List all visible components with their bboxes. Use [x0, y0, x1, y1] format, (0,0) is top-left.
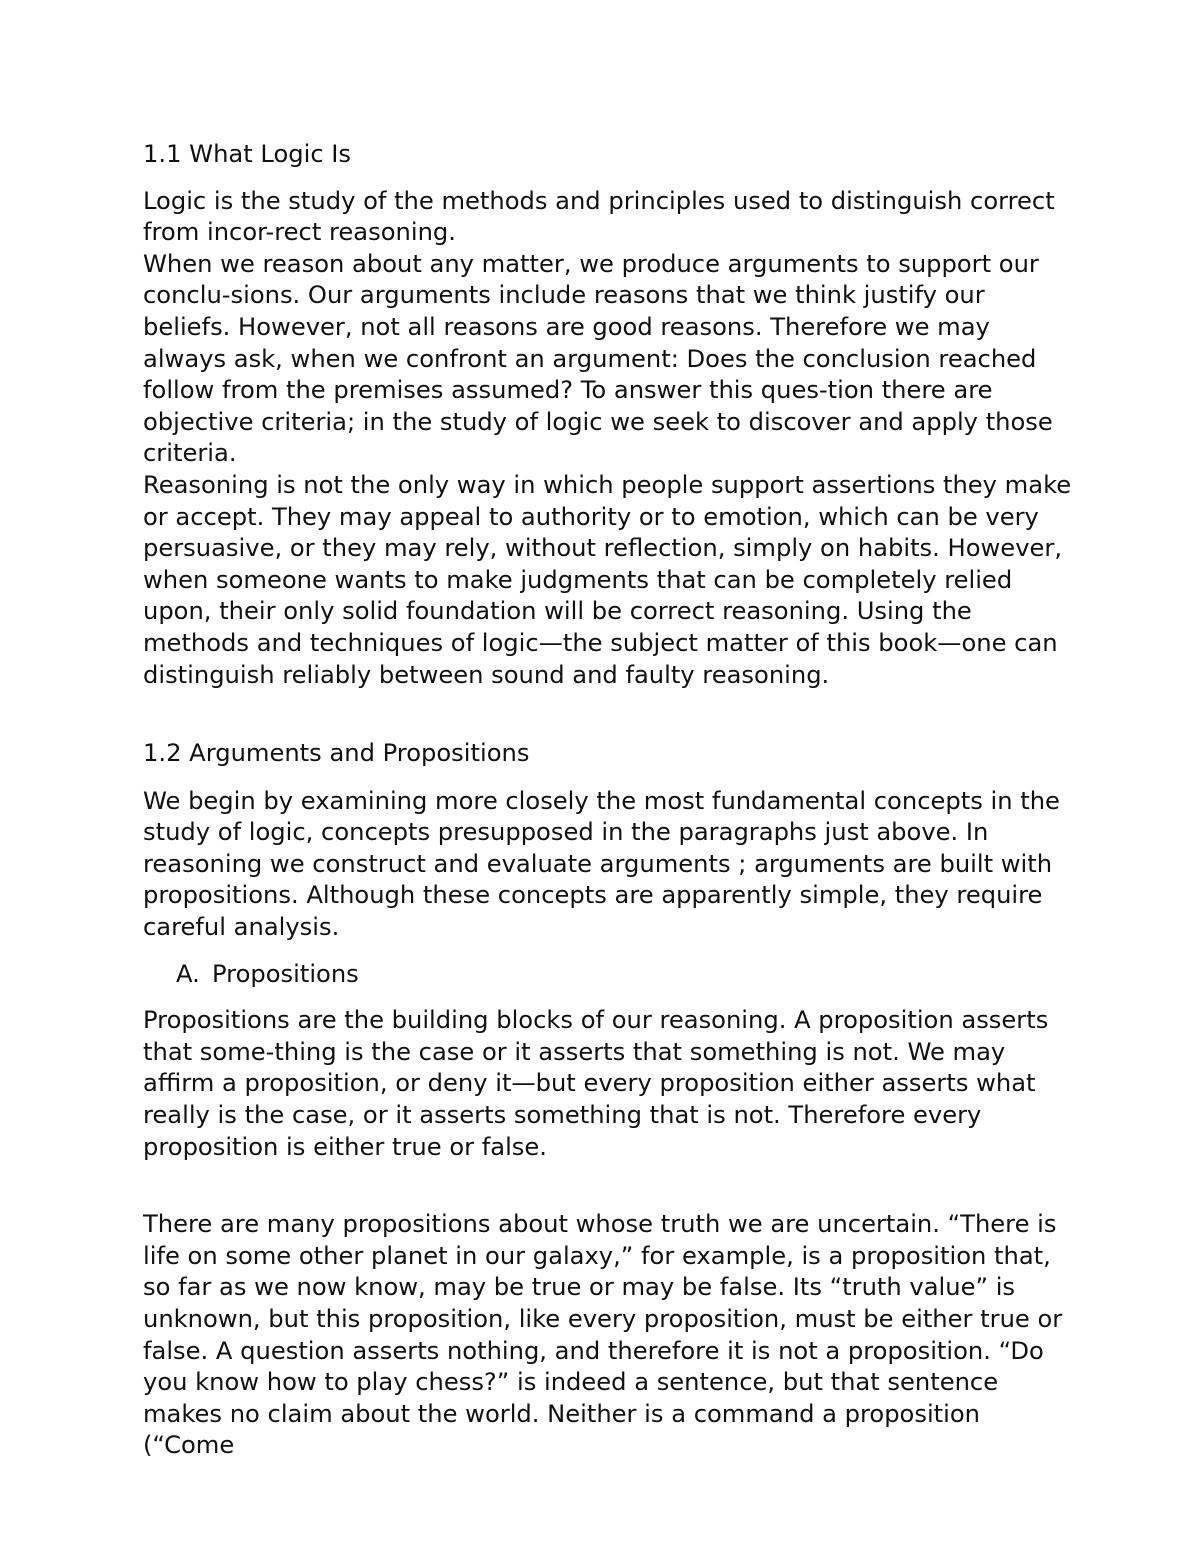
paragraph-truth-value: There are many propositions about whose truth we are uncertain. “There is life on some other planet in our galaxy,” for example, is a proposition that, so far as we now know, may be true or may be false. Its “truth value” is unknown, but this proposition, like every proposition, must be either true or false. A question asserts nothing, and therefore it is not a proposition. “Do you know how to play chess?” is indeed a sentence, but that sentence makes no claim about the world. Neither is a command a proposition (“Come: [143, 1210, 1063, 1460]
subsection-title: Propositions: [212, 959, 359, 988]
paragraph-reasoning: Reasoning is not the only way in which people support assertions they make or accept. They may appeal to authority or to emotion, which can be very persuasive, or they may rely, without reflection, simply on habits. However, when someone wants to make judgments that can be completely relied upon, their only solid foundation will be correct reasoning. Using the methods and techniques of logic—the subject matter of this book—one can distinguish reliably between sound and faulty reasoning.: [143, 470, 1072, 689]
section-heading-what-logic-is: 1.1 What Logic Is: [143, 140, 352, 168]
document-page: [143, 139, 1073, 1462]
subsection-heading-propositions: [143, 959, 1073, 991]
paragraph-intro: We begin by examining more closely the most fundamental concepts in the study of logic, concepts presupposed in the paragraphs just above. In reasoning we construct and evaluate arguments ; arguments are built with propositions. Although these concepts are apparently simple, they require careful analysis.: [143, 786, 1060, 942]
spacer: [143, 691, 1073, 738]
spacer: [143, 1163, 1073, 1209]
paragraph-definition: Logic is the study of the methods and principles used to distinguish correct from incor-rect reasoning.: [143, 186, 1055, 247]
section-heading-arguments-propositions: 1.2 Arguments and Propositions: [143, 739, 530, 768]
paragraph-arguments: When we reason about any matter, we produce arguments to support our conclu-sions. Our arguments include reasons that we think justify our beliefs. However, not all reasons are good reasons. Therefore we may always ask, when we confront an argument: Does the conclusion reached follow from the premises assumed? To answer this ques-tion there are objective criteria; in the study of logic we seek to discover and apply those criteria.: [143, 249, 1053, 468]
paragraph-building-blocks: Propositions are the building blocks of our reasoning. A proposition asserts that some-thing is the case or it asserts that something is not. We may affirm a proposition, or deny it—but every proposition either asserts what really is the case, or it asserts something that is not. Therefore every proposition is either true or false.: [143, 1006, 1049, 1161]
list-marker: A.: [176, 959, 200, 988]
